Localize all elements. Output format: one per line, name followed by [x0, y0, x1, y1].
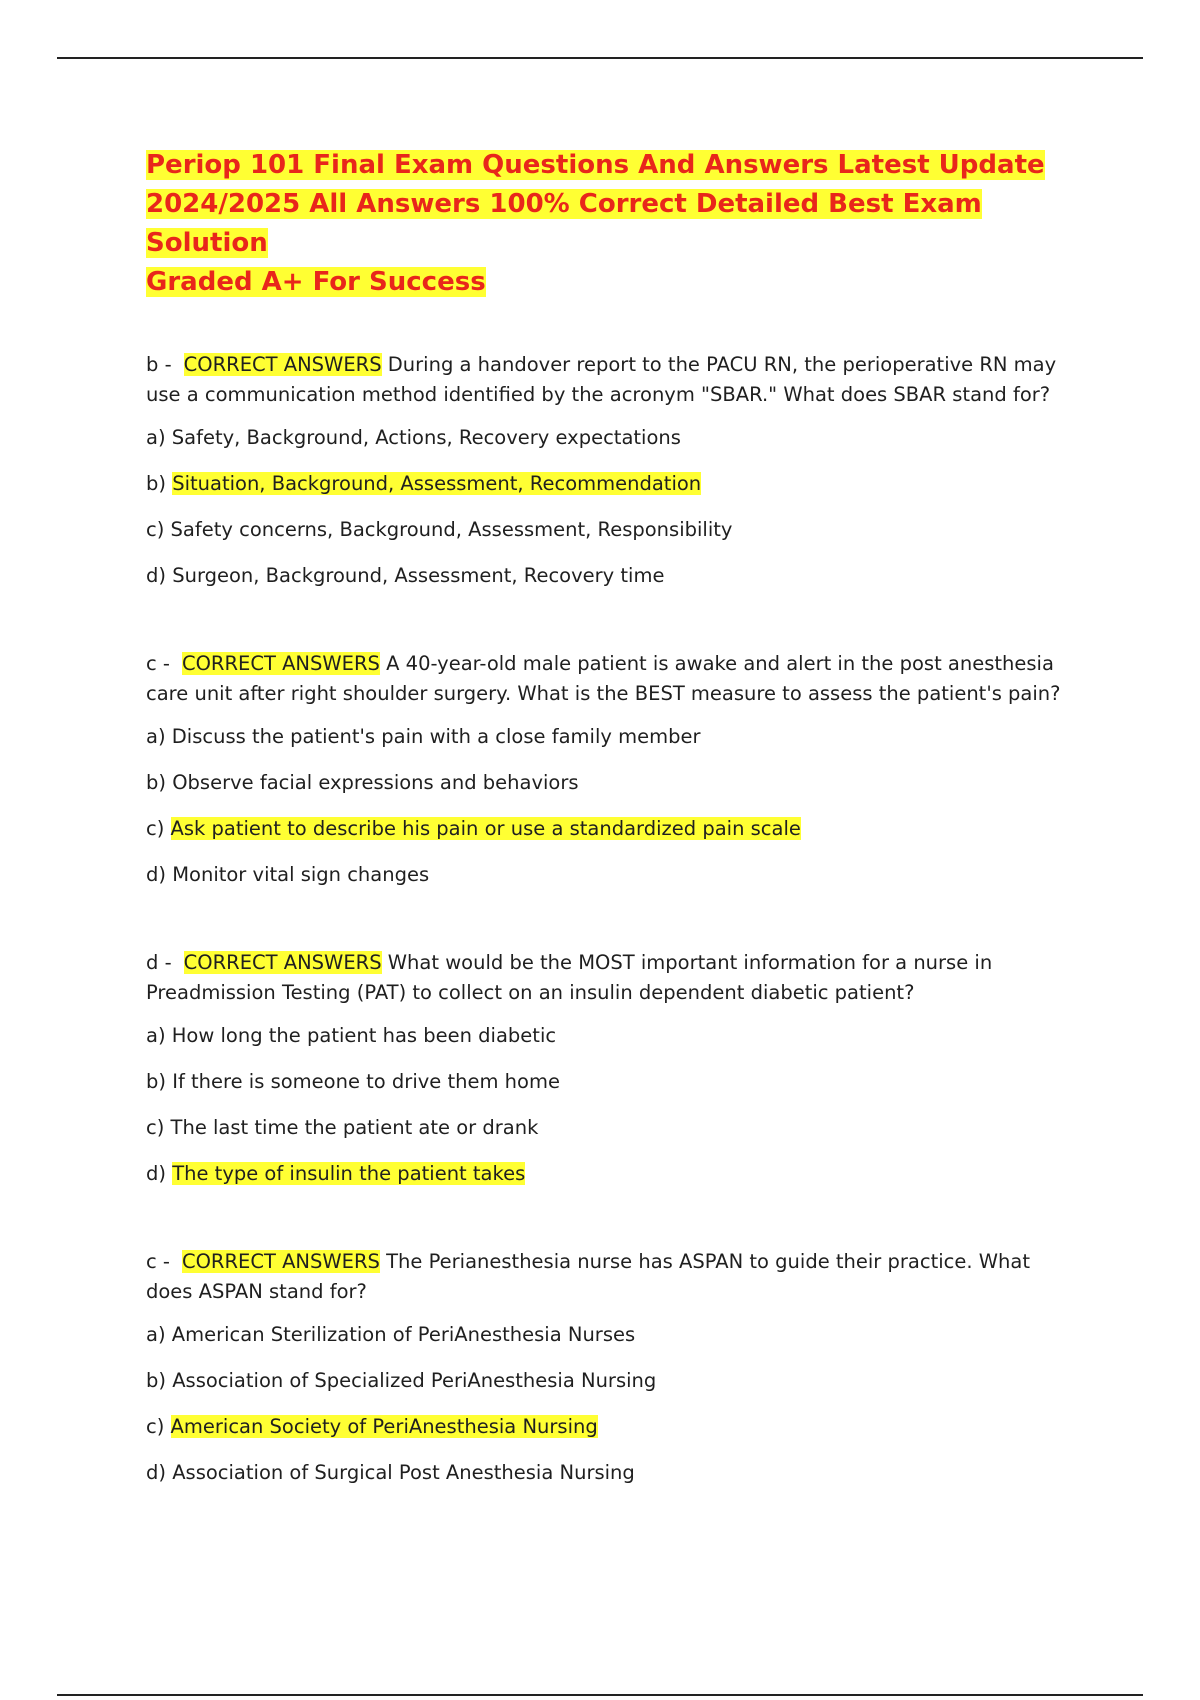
question-block-1: [146, 350, 1076, 591]
option-letter: c): [146, 1116, 165, 1139]
option-text: If there is someone to drive them home: [172, 1070, 560, 1093]
option-letter: a): [146, 426, 166, 449]
option-letter: d): [146, 863, 166, 886]
question-stem: During a handover report to the PACU RN, the perioperative RN may use a communication method identified by the acronym "SBAR." What does SBAR stand for?: [146, 353, 1057, 406]
option-letter: a): [146, 1323, 166, 1346]
option-b: [146, 468, 1076, 499]
option-text-correct: The type of insulin the patient takes: [172, 1162, 526, 1185]
option-text: Observe facial expressions and behaviors: [172, 771, 579, 794]
option-c: [146, 1112, 1076, 1143]
option-b: [146, 1066, 1076, 1097]
question-text-4: [146, 1247, 1076, 1307]
option-letter: b): [146, 1369, 166, 1392]
option-text-correct: Ask patient to describe his pain or use a standardized pain scale: [170, 817, 801, 840]
question-text-1: [146, 350, 1076, 410]
option-letter: d): [146, 564, 166, 587]
option-letter: d): [146, 1162, 166, 1185]
option-letter: c): [146, 817, 165, 840]
top-rule: [57, 57, 1143, 59]
option-letter: b): [146, 771, 166, 794]
option-b: [146, 1365, 1076, 1396]
option-a: [146, 1020, 1076, 1051]
option-text: Monitor vital sign changes: [172, 863, 430, 886]
option-text: Association of Specialized PeriAnesthesia Nursing: [172, 1369, 657, 1392]
question-block-3: [146, 948, 1076, 1189]
option-d: [146, 560, 1076, 591]
correct-answers-label: CORRECT ANSWERS: [183, 951, 382, 974]
option-a: [146, 1319, 1076, 1350]
option-text: Safety concerns, Background, Assessment, Responsibility: [170, 518, 733, 541]
option-a: [146, 721, 1076, 752]
question-block-2: [146, 649, 1076, 890]
correct-answers-label: CORRECT ANSWERS: [181, 1250, 380, 1273]
answer-prefix: d -: [146, 951, 172, 974]
question-stem: What would be the MOST important information for a nurse in Preadmission Testing (PAT) to collect on an insulin dependent diabetic patient?: [146, 951, 993, 1004]
option-d: [146, 1158, 1076, 1189]
title-line-2: 2024/2025 All Answers 100% Correct Detailed Best Exam Solution: [146, 189, 982, 258]
option-letter: a): [146, 1024, 166, 1047]
option-letter: a): [146, 725, 166, 748]
option-text: How long the patient has been diabetic: [171, 1024, 557, 1047]
answer-prefix: b -: [146, 353, 172, 376]
option-text-correct: Situation, Background, Assessment, Recommendation: [172, 472, 702, 495]
correct-answers-label: CORRECT ANSWERS: [183, 353, 382, 376]
option-text: Safety, Background, Actions, Recovery expectations: [171, 426, 681, 449]
option-text: Surgeon, Background, Assessment, Recovery time: [172, 564, 665, 587]
title-line-1: Periop 101 Final Exam Questions And Answers Latest Update: [146, 150, 1045, 180]
answer-prefix: c -: [146, 1250, 170, 1273]
question-stem: A 40-year-old male patient is awake and alert in the post anesthesia care unit after right shoulder surgery. What is the BEST measure to assess the patient's pain?: [146, 652, 1061, 705]
document-body: [146, 146, 1076, 1503]
correct-answers-label: CORRECT ANSWERS: [181, 652, 380, 675]
option-c: [146, 1411, 1076, 1442]
option-letter: b): [146, 472, 166, 495]
option-letter: c): [146, 1415, 165, 1438]
option-b: [146, 767, 1076, 798]
option-text: The last time the patient ate or drank: [170, 1116, 539, 1139]
option-letter: d): [146, 1461, 166, 1484]
document-title: [146, 146, 1076, 302]
title-line-3: Graded A+ For Success: [146, 267, 486, 297]
option-c: [146, 813, 1076, 844]
option-text-correct: American Society of PeriAnesthesia Nursing: [170, 1415, 598, 1438]
question-stem: The Perianesthesia nurse has ASPAN to guide their practice. What does ASPAN stand for?: [146, 1250, 1031, 1303]
option-letter: b): [146, 1070, 166, 1093]
option-text: American Sterilization of PeriAnesthesia Nurses: [171, 1323, 636, 1346]
question-text-3: [146, 948, 1076, 1008]
bottom-rule: [57, 1694, 1143, 1696]
question-block-4: [146, 1247, 1076, 1488]
option-d: [146, 1457, 1076, 1488]
answer-prefix: c -: [146, 652, 170, 675]
option-d: [146, 859, 1076, 890]
option-text: Association of Surgical Post Anesthesia Nursing: [172, 1461, 635, 1484]
question-text-2: [146, 649, 1076, 709]
option-a: [146, 422, 1076, 453]
option-text: Discuss the patient's pain with a close family member: [171, 725, 701, 748]
option-c: [146, 514, 1076, 545]
option-letter: c): [146, 518, 165, 541]
